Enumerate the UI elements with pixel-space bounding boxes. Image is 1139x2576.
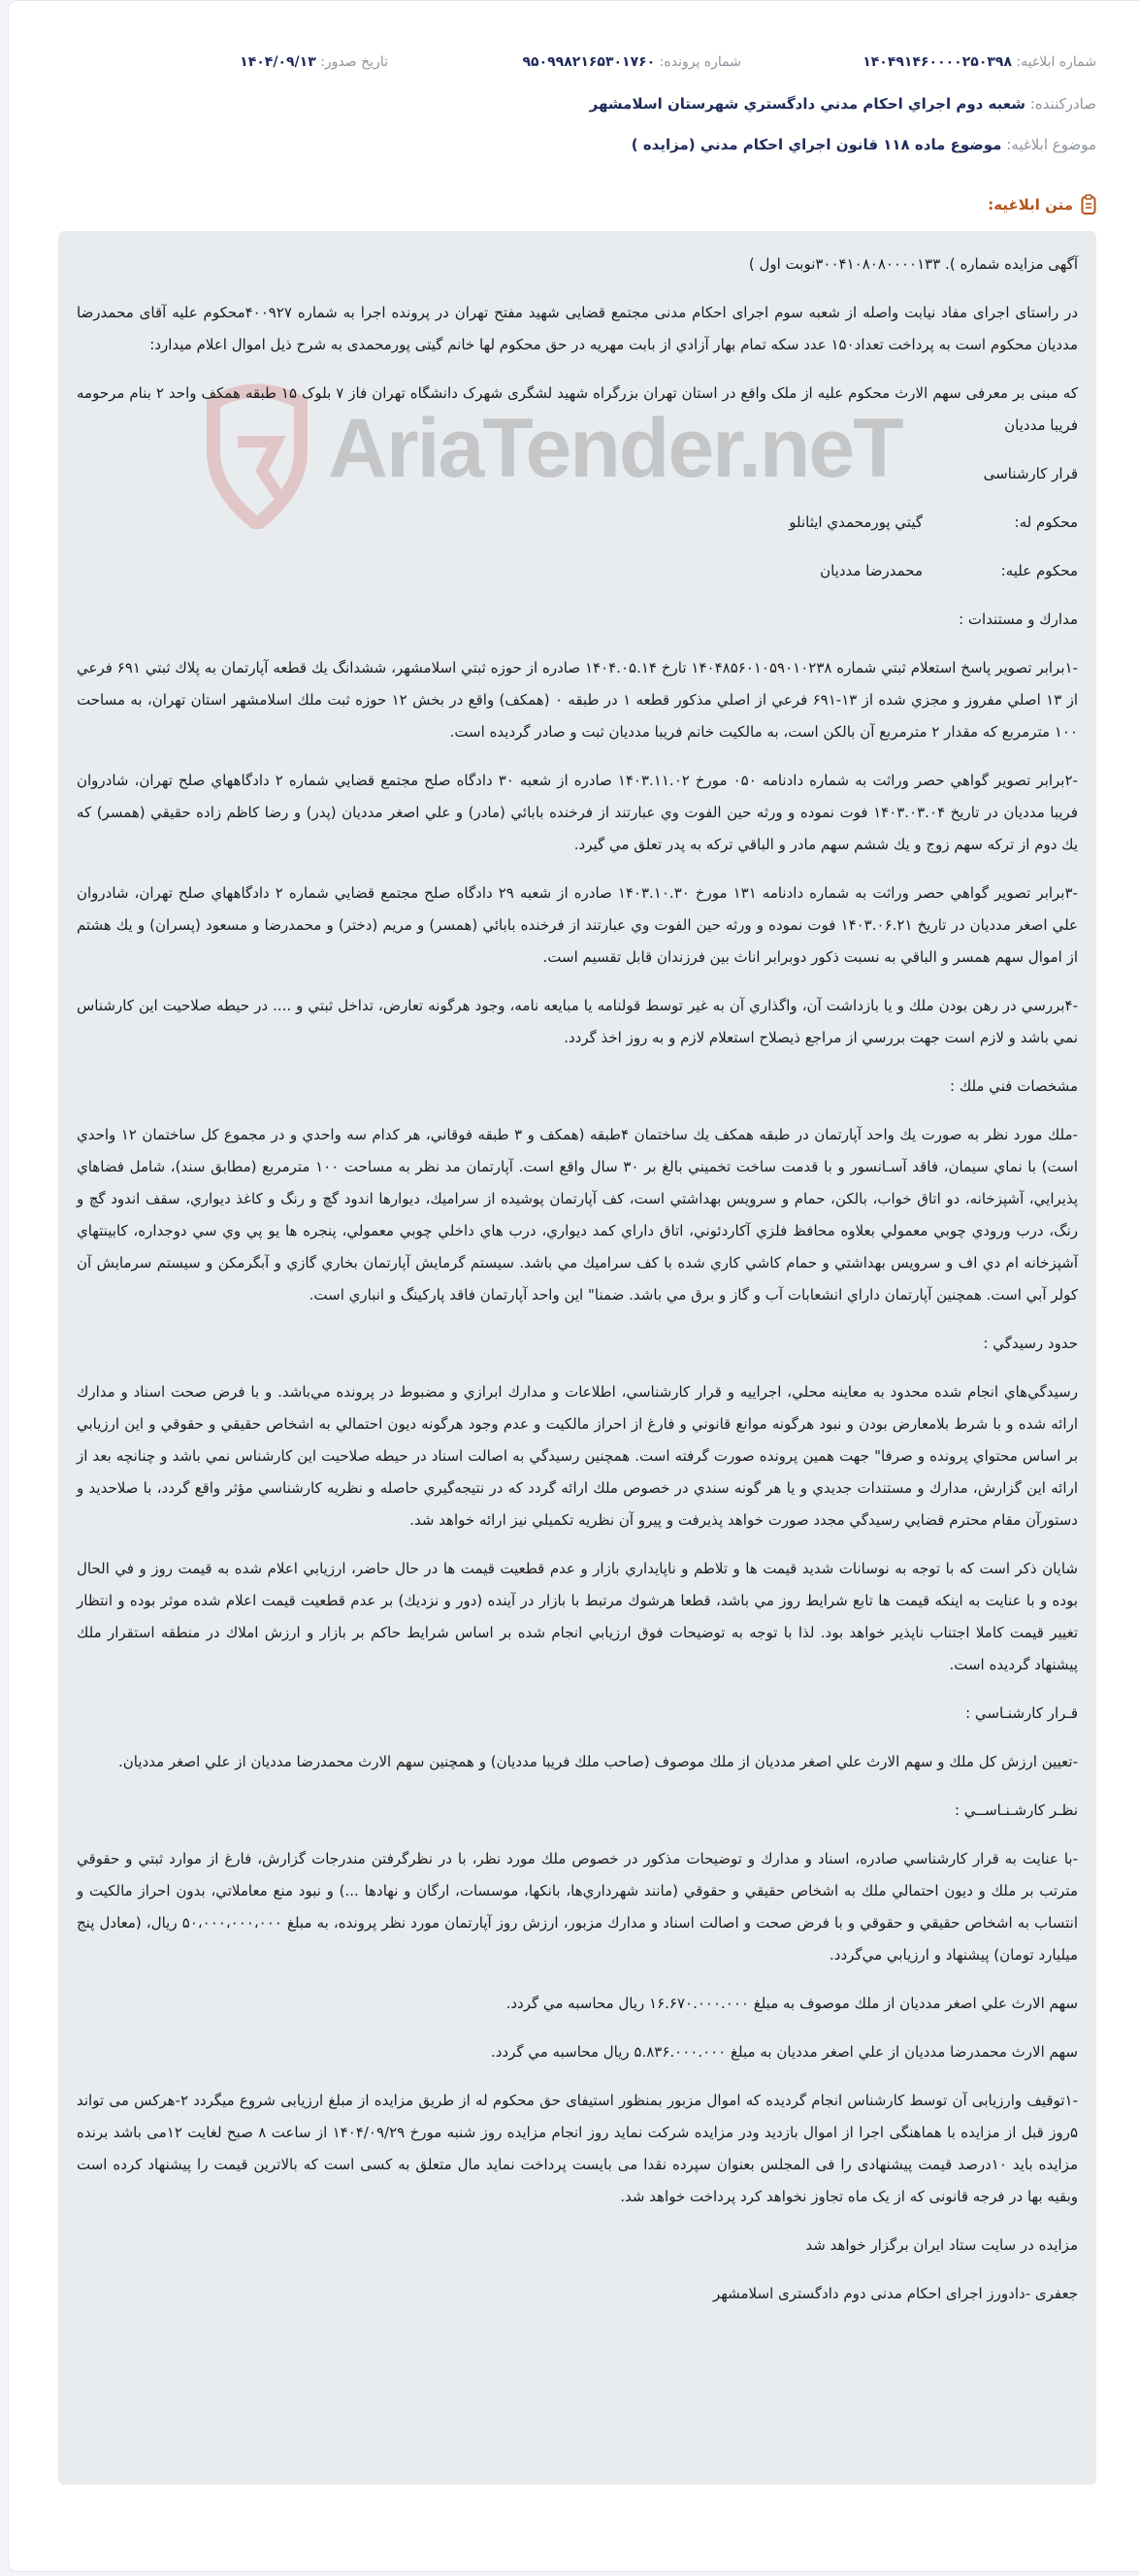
watermark-text: AriaTender.neT — [328, 402, 902, 495]
paragraph: -۲برابر تصوير گواهي حصر وراثت به شماره دادنامه ۰۵۰ مورخ ۱۴۰۳.۱۱.۰۲ صادره از شعبه ۳۰ دادگاه صلح مجتمع قضايي شماره ۲ دادگاههاي صلح تهران، شادروان فريبا مدديان در تاريخ ۱۴۰۳.۰۳.۰۴ فوت نموده و ورثه حين الفوت وي عبارتند از فرخنده بابائي (مادر) و علي اصغر مدديان (پدر) و رضا كاظم زاده حقيقي (همسر) كه يك دوم از تركه سهم زوج و يك ششم سهم مادر و الباقي تركه به پدر تعلق مي گيرد. — [77, 772, 1078, 853]
paragraph: -با عنايت به قرار كارشناسي صادره، اسناد و مدارك و توضيحات مذكور در خصوص ملك مورد نظر، با در نظرگرفتن مندرجات گزارش، فارغ از موارد ثبتي و حقوقي مترتب بر ملك و ديون احتمالي ملك به اشخاص حقيقي و حقوقي (مانند شهرداري‌ها، بانكها، موسسات، ارگان و نهادها ...) و نبود منع معاملاتي، بدون احراز مالكيت و انتساب به اشخاص حقيقي و حقوقي و با فرض صحت و اصالت اسناد و مدارك مزبور، ارزش روز آپارتمان مورد نظر پرونده، به مبلغ ۵۰،۰۰۰،۰۰۰،۰۰۰ ريال، (معادل پنج ميليارد تومان) پيشنهاد و ارزيابي مي‌گردد. — [77, 1850, 1078, 1964]
clipboard-icon — [1081, 194, 1096, 215]
notice-text-heading — [988, 194, 1096, 215]
signature-line: جعفری -دادورز اجرای احکام مدنی دوم دادگستری اسلامشهر — [712, 2285, 1078, 2302]
judgment-creditor — [77, 507, 1078, 539]
paragraph: که مبنی بر معرفی سهم الارث محکوم علیه از ملک واقع در استان تهران بزرگراه شهید لشگری شهرک دانشگاه تهران فاز ۷ بلوک ۱۵ طبقه همکف واحد ۲ بنام مرحومه فریبا مدديان — [77, 384, 1078, 434]
paragraph: -ملك مورد نظر به صورت يك واحد آپارتمان در طبقه همكف يك ساختمان ۴طبقه (همكف و ۳ طبقه فوقاني، هر كدام سه واحدي و در مجموع كل ساختمان ۱۲ واحدي است) با نماي سيمان، فاقد آسـانسور و با قدمت ساخت تخميني بالغ بر ۳۰ سال واقع است. آپارتمان مد نظر به مساحت ۱۰۰ مترمربع (مطابق سند)، شامل فضاهاي پذيرايي، آشپزخانه، دو اتاق خواب، بالكن، حمام و سرويس بهداشتي است، كف آپارتمان پوشيده از سراميك، ديوارها اندود گچ و رنگ و كاغذ ديواري، سقف اندود گچ و رنگ، درب ورودي چوبي معمولي بعلاوه محافظ فلزي آكاردئوني، اتاق داراي كمد ديواري، درب هاي داخلي چوبي معمولي، پنجره ها يو پي وي سي دوجداره، كابينتهاي آشپزخانه ام دي اف و سرويس بهداشتي و حمام كاشي كاري شده با كف سراميك مي باشد. سيستم گرمايش آپارتمان بخاري گازي و آبگرمكن و سيستم سرمايش آن كولر آبي است. همچنين آپارتمان داراي انشعابات آب و گاز و برق مي باشد. ضمنا" اين واحد آپارتمان فاقد پاركينگ و انباري است. — [77, 1126, 1078, 1304]
paragraph: -۴بررسي در رهن بودن ملك و يا بازداشت آن، واگذاري آن به غير توسط قولنامه يا مبايعه نامه، وجود هرگونه تعارض، تداخل ثبتي و .... در حيطه صلاحيت اين كارشناس نمي باشد و لازم است جهت بررسي از مراجع ذيصلاح استعلام لازم و به روز اخذ گردد. — [77, 997, 1078, 1046]
label: محکوم له: — [1014, 513, 1078, 531]
heading: مدارك و مستندات : — [959, 611, 1078, 628]
paragraph: -۱توقیف وارزیابی آن توسط کارشناس انجام گردیده که اموال مزبور بمنظور استیفای حق محکوم له از طریق مزایده از مبلغ ارزیابی شروع میگردد ۲-هرکس می تواند ۵روز قبل از مزایده با هماهنگی اجرا از اموال بازدید ودر مزایده شرکت نماید روز انجام مزایده روز شنبه مورخ ۱۴۰۴/۰۹/۲۹ از ساعت ۸ صبح لغایت ۱۲می باشد برنده مزایده باید ۱۰درصد قیمت پیشنهادی را فی المجلس بعنوان سپرده نقدا می بایست پرداخت نماید مال متعلق به کسی است که بالاترین قیمت را پیشنهاد کرده است وبقیه بها در فرجه قانونی که از یک ماه تجاوز نخواهد کرد پرداخت خواهد شد. — [77, 2092, 1078, 2205]
paragraph: -۳برابر تصوير گواهي حصر وراثت به شماره دادنامه ۱۳۱ مورخ ۱۴۰۳.۱۰.۳۰ صادره از شعبه ۲۹ دادگاه صلح مجتمع قضايي شماره ۲ دادگاههاي صلح تهران، شادروان علي اصغر مدديان در تاريخ ۱۴۰۳.۰۶.۲۱ فوت نموده و ورثه حين الفوت وي عبارتند از فرخنده بابائي (همسر) و مريم (دختر) و محمدرضا و مسعود (پسران) و يك هشتم از اموال سهم همسر و الباقي به نسبت ذكور دوبرابر اناث بين فرزندان قابل تقسيم است. — [77, 884, 1079, 966]
heading: قرار کارشناسی — [983, 465, 1078, 482]
issuer-label: صادرکننده: — [1029, 95, 1096, 113]
judgment-debtor — [77, 555, 1078, 587]
notice-number — [862, 54, 1096, 82]
value: محمدرضا مدديان — [820, 562, 923, 579]
notice-text-title: متن ابلاغیه: — [988, 196, 1073, 214]
notice-body — [77, 248, 1078, 2327]
heading: مشخصات فني ملك : — [950, 1077, 1078, 1095]
issuer-value: شعبه دوم اجراي احكام مدني دادگستري شهرستان اسلامشهر — [589, 95, 1025, 113]
paragraph: مزایده در سایت ستاد ایران برگزار خواهد شد — [805, 2236, 1078, 2254]
auction-title: آگهی مزایده شماره ). ۳۰۰۴۱۰۸۰۸۰۰۰۰۱۳۳نوبت اول ) — [748, 255, 1078, 273]
issue-date-value: ۱۴۰۴/۰۹/۱۳ — [240, 54, 316, 70]
issue-date — [240, 54, 388, 82]
paragraph: شايان ذكر است كه با توجه به نوسانات شديد قيمت ها و تلاطم و ناپايداري بازار و عدم قطعيت قيمت ها در حال حاضر، ارزيابي اعلام شده به قيمت روز و في الحال بوده و با عنايت به اينكه قيمت ها تابع شرايط روز مي باشد، قطعا هرشوك مرتبط با بازار در آينده (دور و نزديك) بر عدم قطعيت قيمت اعلام شده موثر بوده و انتظار تغيير قيمت كاملا اجتناب ناپذير خواهد بود. لذا با توجه به توضيحات فوق ارزيابي انجام شده بر اساس شرايط حاكم بر بازار و ارزش املاك در منطقه استقرار ملك پيشنهاد گرديده است. — [77, 1560, 1078, 1673]
subject-value: موضوع ماده ۱۱۸ قانون اجراي احكام مدني (مزايده ) — [631, 136, 1002, 153]
case-number — [523, 54, 742, 82]
issue-date-label: تاریخ صدور: — [320, 54, 388, 70]
heading: حدود رسيدگي : — [983, 1335, 1078, 1352]
case-number-label: شماره پرونده: — [659, 54, 741, 70]
notice-number-value: ۱۴۰۴۹۱۴۶۰۰۰۰۲۵۰۳۹۸ — [862, 54, 1012, 70]
notice-number-label: شماره ابلاغیه: — [1016, 54, 1096, 70]
value: گيتي پورمحمدي ايثانلو — [789, 513, 923, 531]
label: محکوم عليه: — [1000, 562, 1078, 579]
paragraph: -۱برابر تصوير پاسخ استعلام ثبتي شماره ۱۴۰۴۸۵۶۰۱۰۵۹۰۱۰۲۳۸ تارخ ۱۴۰۴.۰۵.۱۴ صادره از حوزه ثبتي اسلامشهر، ششدانگ يك قطعه آپارتمان به پلاك ثبتي ۶۹۱ فرعي از ۱۳ اصلي مفروز و مجزي شده از ۱۳-۶۹۱ فرعي از اصلي مذكور قطعه ۱ در طبقه ۰ (همكف) واقع در بخش ۱۲ حوزه ثبت ملك اسلامشهر استان تهران، به مساحت ۱۰۰ مترمربع كه مقدار ۲ مترمربع آن بالكن است، به مالكيت خانم فريبا مدديان ثبت و صادر گرديده است. — [77, 659, 1079, 741]
case-number-value: ۹۵۰۹۹۸۲۱۶۵۳۰۱۷۶۰ — [522, 54, 656, 70]
paragraph: در راستای اجرای مفاد نیابت واصله از شعبه سوم اجرای احکام مدنی مجتمع قضایی شهید مفتح تهران در پرونده اجرا به شماره ۴۰۰۹۲۷محکوم علیه آقای محمدرضا مدديان محکوم است به پرداخت تعداد۱۵۰ عدد سکه تمام بهار آزادي از بابت مهریه در حق محکوم لها خانم گیتی پورمحمدی به شرح ذیل اموال اعلام میدارد: — [77, 304, 1078, 353]
paragraph: سهم الارث محمدرضا مدديان از علي اصغر مدديان به مبلغ ۵.۸۳۶.۰۰۰.۰۰۰ ريال محاسبه مي گردد. — [490, 2043, 1078, 2061]
subject — [632, 136, 1096, 153]
heading: قـرار كارشنـاسي : — [965, 1704, 1078, 1722]
subject-label: موضوع ابلاغیه: — [1006, 136, 1096, 153]
paragraph: رسيدگي‌هاي انجام شده محدود به معاينه محلي، اجراييه و قرار كارشناسي، اطلاعات و مدارك ابرازي و مضبوط در پرونده مي‌باشد. و با فرض صحت اسناد و مدارك ارائه شده و با شرط بلامعارض بودن و نبود هرگونه موانع قانوني و فارغ از احراز مالكيت و عدم وجود هرگونه ديون احتمالي به اشخاص حقيقي و حقوقي و اين ارزيابي بر اساس محتواي پرونده و صرفا" جهت همين پرونده صورت گرفته است. همچنين رسيدگي به اصالت اسناد در حيطه صلاحيت اين كارشناس نمي باشد و چنانچه بعد از ارائه اين گزارش، مدارك و مستندات جديدي و يا هر گونه سندي در خصوص ملك ارائه گردد كه در نتيجه‌گيري حاصله و نظريه كارشناسي مؤثر واقع گردد، با صلاحديد و دستورآن مقام محترم قضايي رسيدگي مجدد صورت خواهد پذيرفت و پيرو آن نظريه تكميلي نيز ارائه خواهد شد. — [77, 1383, 1078, 1529]
issuer — [590, 95, 1096, 113]
heading: نظـر كارشـنـاســي : — [954, 1801, 1078, 1819]
paragraph: -تعيين ارزش كل ملك و سهم الارث علي اصغر مدديان از ملك موصوف (صاحب ملك فريبا مدديان) و همچنين سهم الارث محمدرضا مدديان از علي اصغر مدديان. — [117, 1753, 1078, 1770]
paragraph: سهم الارث علي اصغر مدديان از ملك موصوف به مبلغ ۱۶.۶۷۰.۰۰۰.۰۰۰ ريال محاسبه مي گردد. — [505, 1995, 1078, 2012]
